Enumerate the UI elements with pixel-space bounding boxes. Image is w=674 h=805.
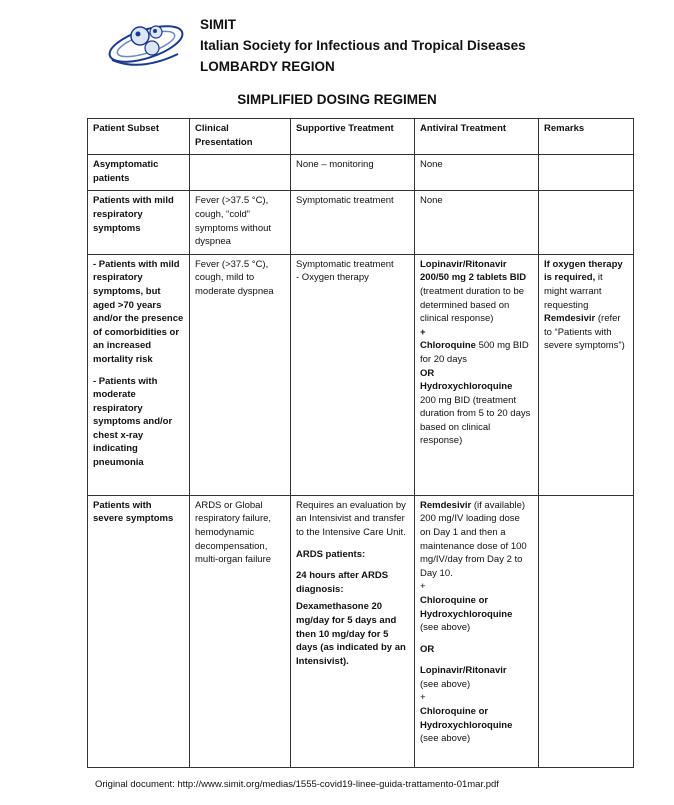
ards-header: ARDS patients:	[296, 548, 366, 560]
column-header: Supportive Treatment	[291, 119, 415, 155]
remarks-cell	[539, 155, 634, 191]
drug-dose-line	[420, 339, 533, 366]
drug-note: (see above)	[420, 622, 471, 634]
antiviral-cell: None	[415, 191, 539, 254]
drug-name: Remdesivir	[420, 499, 472, 511]
region-name: LOMBARDY REGION	[200, 59, 335, 74]
clinical-cell	[190, 155, 291, 191]
antiviral-cell	[415, 495, 539, 767]
org-full-name: Italian Society for Infectious and Tropical Diseases	[200, 38, 526, 53]
clinical-cell: ARDS or Global respiratory failure, hemodynamic decompensation, multi-organ failure	[190, 495, 291, 767]
drug-name: Lopinavir/Ritonavir	[420, 665, 507, 677]
drug-note: (if available) 200 mg/IV loading dose on Day 1 and then a maintenance dose of 100 mg/IV/day from Day 2 to Day 10.	[420, 499, 527, 579]
source-footer: Original document: http://www.simit.org/medias/1555-covid19-linee-guida-trattamento-01mar.pdf	[95, 779, 499, 790]
drug-dose: 500 mg BID for 20 days	[420, 340, 529, 365]
antiviral-cell	[415, 254, 539, 495]
patient-subset-cell	[88, 254, 190, 495]
supportive-line: - Oxygen therapy	[296, 272, 369, 284]
remarks-cell	[539, 191, 634, 254]
plus-sign: +	[420, 581, 426, 593]
remark-text: it might warrant requesting	[544, 272, 603, 311]
patient-subset-cell: Patients with mild respiratory symptoms	[88, 191, 190, 254]
drug-name: Hydroxychloroquine	[420, 381, 513, 393]
letterhead	[200, 14, 526, 77]
document-title: SIMPLIFIED DOSING REGIMEN	[237, 92, 437, 107]
supportive-cell	[291, 495, 415, 767]
table-row	[88, 254, 634, 495]
supportive-cell	[291, 254, 415, 495]
supportive-cell: Symptomatic treatment	[291, 191, 415, 254]
drug-name: Chloroquine or Hydroxychloroquine	[420, 594, 513, 620]
plus-sign: +	[420, 692, 426, 704]
patient-subset-cell: Asymptomatic patients	[88, 155, 190, 191]
or-separator: OR	[420, 643, 435, 655]
drug-name: Chloroquine	[420, 340, 476, 352]
drug-note: (treatment duration to be determined based on clinical response)	[420, 285, 525, 325]
remarks-cell	[539, 254, 634, 495]
table-row	[88, 191, 634, 254]
supportive-cell: None – monitoring	[291, 155, 415, 191]
drug-line	[420, 499, 533, 581]
or-separator: OR	[420, 367, 435, 379]
drug-dose: 200 mg BID (treatment duration from 5 to 20 days based on clinical response)	[420, 394, 531, 447]
patient-subset-cell: Patients with severe symptoms	[88, 495, 190, 767]
column-header: Clinical Presentation	[190, 119, 291, 155]
drug-name: Lopinavir/Ritonavir 200/50 mg 2 tablets BID	[420, 258, 527, 284]
column-header: Patient Subset	[88, 119, 190, 155]
clinical-cell: Fever (>37.5 °C), cough, “cold” symptoms without dyspnea	[190, 191, 291, 254]
drug-note: (see above)	[420, 678, 471, 690]
antiviral-cell: None	[415, 155, 539, 191]
remark-bold: If oxygen therapy is required,	[544, 258, 623, 284]
supportive-line: Symptomatic treatment	[296, 258, 394, 270]
org-short-name: SIMIT	[200, 17, 236, 32]
column-header: Antiviral Treatment	[415, 119, 539, 155]
clinical-cell: Fever (>37.5 °C), cough, mild to moderate dyspnea	[190, 254, 291, 495]
table-row	[88, 155, 634, 191]
subset-part-b: - Patients with moderate respiratory symptoms and/or chest x-ray indicating pneumonia	[93, 375, 173, 469]
subset-part-a: - Patients with mild respiratory symptoms, but aged >70 years and/or the presence of comorbidities or an increased mortality risk	[93, 258, 184, 365]
drug-name: Chloroquine or Hydroxychloroquine	[420, 706, 513, 731]
drug-note: (see above)	[420, 733, 471, 745]
simit-logo-icon	[100, 14, 192, 72]
dosing-table	[87, 118, 634, 768]
remark-text: (refer to “Patients with severe symptoms”)	[544, 313, 625, 352]
table-row	[88, 495, 634, 767]
supportive-text: Requires an evaluation by an Intensivist and transfer to the Intensive Care Unit.	[296, 499, 406, 538]
column-header: Remarks	[539, 119, 634, 155]
table-header-row	[88, 119, 634, 155]
dexamethasone-dose: Dexamethasone 20 mg/day for 5 days and then 10 mg/day for 5 days (as indicated by an Intensivist).	[296, 601, 406, 667]
ards-timing: 24 hours after ARDS diagnosis:	[296, 570, 389, 595]
plus-sign: +	[420, 326, 426, 338]
remark-bold: Remdesivir	[544, 313, 596, 325]
remarks-cell	[539, 495, 634, 767]
